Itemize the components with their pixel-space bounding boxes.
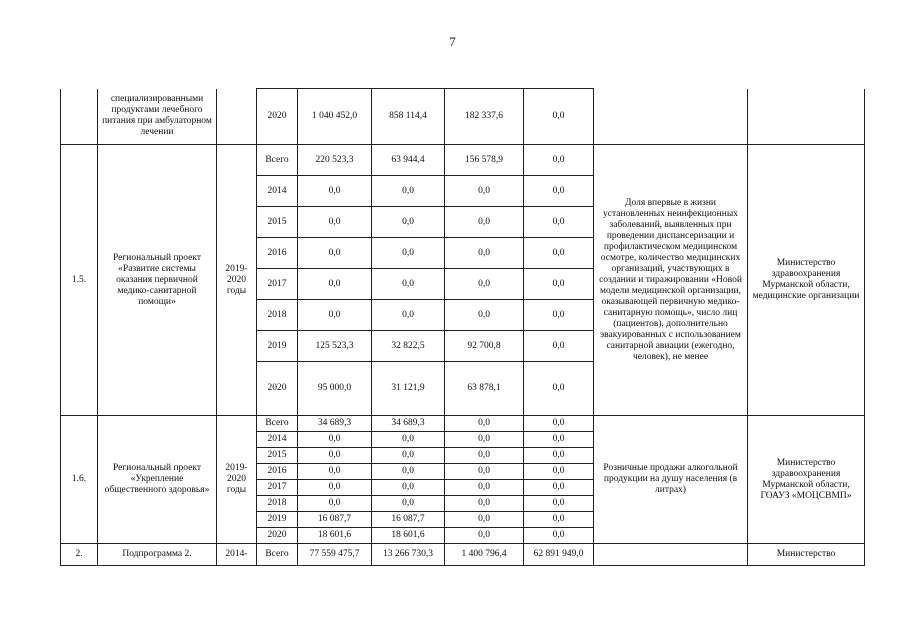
federal-budget-cell: 0,0 bbox=[372, 464, 445, 480]
total-cell: 1 040 452,0 bbox=[298, 89, 372, 145]
year-cell: Всего bbox=[257, 544, 298, 566]
regional-budget-cell: 0,0 bbox=[445, 496, 524, 512]
event-name-cell: Подпрограмма 2. bbox=[98, 544, 217, 566]
total-cell: 125 523,3 bbox=[298, 331, 372, 362]
executor-cell: Министерство здравоохранения Мурманской области, ГОАУЗ «МОЦСВМП» bbox=[748, 416, 865, 544]
total-cell: 0,0 bbox=[298, 432, 372, 448]
table-row bbox=[61, 544, 865, 566]
table-row bbox=[61, 145, 865, 176]
other-sources-cell: 0,0 bbox=[524, 331, 594, 362]
year-cell: Всего bbox=[257, 145, 298, 176]
year-cell: 2017 bbox=[257, 269, 298, 300]
year-cell: 2015 bbox=[257, 448, 298, 464]
year-cell: Всего bbox=[257, 416, 298, 432]
other-sources-cell: 0,0 bbox=[524, 176, 594, 207]
row-number-cell: 2. bbox=[61, 544, 98, 566]
event-name-cell: специализированными продуктами лечебного питания при амбулаторном лечении bbox=[98, 89, 217, 145]
regional-budget-cell: 0,0 bbox=[445, 448, 524, 464]
executor-cell: Министерство здравоохранения Мурманской области, медицинские организации bbox=[748, 145, 865, 416]
other-sources-cell: 62 891 949,0 bbox=[524, 544, 594, 566]
year-cell: 2020 bbox=[257, 362, 298, 416]
total-cell: 18 601,6 bbox=[298, 528, 372, 544]
federal-budget-cell: 0,0 bbox=[372, 176, 445, 207]
other-sources-cell: 0,0 bbox=[524, 528, 594, 544]
federal-budget-cell: 0,0 bbox=[372, 207, 445, 238]
year-cell: 2018 bbox=[257, 300, 298, 331]
total-cell: 0,0 bbox=[298, 448, 372, 464]
table-row bbox=[61, 89, 865, 145]
regional-budget-cell: 0,0 bbox=[445, 269, 524, 300]
regional-budget-cell: 182 337,6 bbox=[445, 89, 524, 145]
federal-budget-cell: 13 266 730,3 bbox=[372, 544, 445, 566]
event-name-cell: Региональный проект «Развитие системы оказания первичной медико-санитарной помощи» bbox=[98, 145, 217, 416]
federal-budget-cell: 0,0 bbox=[372, 300, 445, 331]
federal-budget-cell: 16 087,7 bbox=[372, 512, 445, 528]
year-cell: 2020 bbox=[257, 528, 298, 544]
indicator-cell bbox=[594, 89, 748, 145]
other-sources-cell: 0,0 bbox=[524, 300, 594, 331]
period-cell: 2019-2020 годы bbox=[217, 416, 257, 544]
regional-budget-cell: 92 700,8 bbox=[445, 331, 524, 362]
regional-budget-cell: 0,0 bbox=[445, 528, 524, 544]
year-cell: 2014 bbox=[257, 176, 298, 207]
total-cell: 16 087,7 bbox=[298, 512, 372, 528]
indicator-cell: Розничные продажи алкогольной продукции на душу населения (в литрах) bbox=[594, 416, 748, 544]
regional-budget-cell: 63 878,1 bbox=[445, 362, 524, 416]
year-cell: 2017 bbox=[257, 480, 298, 496]
period-cell: 2019-2020 годы bbox=[217, 145, 257, 416]
other-sources-cell: 0,0 bbox=[524, 89, 594, 145]
other-sources-cell: 0,0 bbox=[524, 496, 594, 512]
federal-budget-cell: 63 944,4 bbox=[372, 145, 445, 176]
budget-table bbox=[60, 88, 865, 566]
period-cell: 2014- bbox=[217, 544, 257, 566]
table-row bbox=[61, 416, 865, 432]
regional-budget-cell: 0,0 bbox=[445, 464, 524, 480]
federal-budget-cell: 0,0 bbox=[372, 269, 445, 300]
federal-budget-cell: 0,0 bbox=[372, 448, 445, 464]
other-sources-cell: 0,0 bbox=[524, 448, 594, 464]
event-name-cell: Региональный проект «Укрепление общественного здоровья» bbox=[98, 416, 217, 544]
federal-budget-cell: 858 114,4 bbox=[372, 89, 445, 145]
other-sources-cell: 0,0 bbox=[524, 207, 594, 238]
year-cell: 2016 bbox=[257, 464, 298, 480]
year-cell: 2019 bbox=[257, 512, 298, 528]
regional-budget-cell: 0,0 bbox=[445, 238, 524, 269]
other-sources-cell: 0,0 bbox=[524, 512, 594, 528]
total-cell: 95 000,0 bbox=[298, 362, 372, 416]
row-number-cell bbox=[61, 89, 98, 145]
total-cell: 0,0 bbox=[298, 176, 372, 207]
federal-budget-cell: 0,0 bbox=[372, 432, 445, 448]
federal-budget-cell: 34 689,3 bbox=[372, 416, 445, 432]
other-sources-cell: 0,0 bbox=[524, 269, 594, 300]
total-cell: 0,0 bbox=[298, 480, 372, 496]
row-number-cell: 1.5. bbox=[61, 145, 98, 416]
federal-budget-cell: 32 822,5 bbox=[372, 331, 445, 362]
year-cell: 2020 bbox=[257, 89, 298, 145]
federal-budget-cell: 18 601,6 bbox=[372, 528, 445, 544]
regional-budget-cell: 0,0 bbox=[445, 480, 524, 496]
regional-budget-cell: 156 578,9 bbox=[445, 145, 524, 176]
other-sources-cell: 0,0 bbox=[524, 464, 594, 480]
federal-budget-cell: 31 121,9 bbox=[372, 362, 445, 416]
year-cell: 2015 bbox=[257, 207, 298, 238]
regional-budget-cell: 0,0 bbox=[445, 207, 524, 238]
indicator-cell bbox=[594, 544, 748, 566]
federal-budget-cell: 0,0 bbox=[372, 496, 445, 512]
total-cell: 0,0 bbox=[298, 496, 372, 512]
regional-budget-cell: 0,0 bbox=[445, 176, 524, 207]
regional-budget-cell: 0,0 bbox=[445, 416, 524, 432]
other-sources-cell: 0,0 bbox=[524, 362, 594, 416]
other-sources-cell: 0,0 bbox=[524, 480, 594, 496]
other-sources-cell: 0,0 bbox=[524, 145, 594, 176]
total-cell: 0,0 bbox=[298, 238, 372, 269]
other-sources-cell: 0,0 bbox=[524, 432, 594, 448]
period-cell bbox=[217, 89, 257, 145]
executor-cell: Министерство bbox=[748, 544, 865, 566]
year-cell: 2018 bbox=[257, 496, 298, 512]
total-cell: 0,0 bbox=[298, 207, 372, 238]
page-number: 7 bbox=[449, 34, 456, 49]
year-cell: 2014 bbox=[257, 432, 298, 448]
indicator-cell: Доля впервые в жизни установленных неинфекционных заболеваний, выявленных при проведении диспансеризации и профилактическом медицинском осмотре, количество медицинских организаций, участвующих в создании и тиражировании «Новой модели медицинской организации, оказывающей первичную медико-санитарную помощь», число лиц (пациентов), дополнительно эвакуированных с использованием санитарной авиации (ежегодно, человек), не менее bbox=[594, 145, 748, 416]
total-cell: 34 689,3 bbox=[298, 416, 372, 432]
regional-budget-cell: 0,0 bbox=[445, 432, 524, 448]
total-cell: 220 523,3 bbox=[298, 145, 372, 176]
total-cell: 0,0 bbox=[298, 300, 372, 331]
row-number-cell: 1.6. bbox=[61, 416, 98, 544]
total-cell: 0,0 bbox=[298, 464, 372, 480]
year-cell: 2019 bbox=[257, 331, 298, 362]
other-sources-cell: 0,0 bbox=[524, 416, 594, 432]
regional-budget-cell: 0,0 bbox=[445, 512, 524, 528]
federal-budget-cell: 0,0 bbox=[372, 238, 445, 269]
executor-cell bbox=[748, 89, 865, 145]
total-cell: 77 559 475,7 bbox=[298, 544, 372, 566]
other-sources-cell: 0,0 bbox=[524, 238, 594, 269]
total-cell: 0,0 bbox=[298, 269, 372, 300]
year-cell: 2016 bbox=[257, 238, 298, 269]
regional-budget-cell: 0,0 bbox=[445, 300, 524, 331]
federal-budget-cell: 0,0 bbox=[372, 480, 445, 496]
regional-budget-cell: 1 400 796,4 bbox=[445, 544, 524, 566]
